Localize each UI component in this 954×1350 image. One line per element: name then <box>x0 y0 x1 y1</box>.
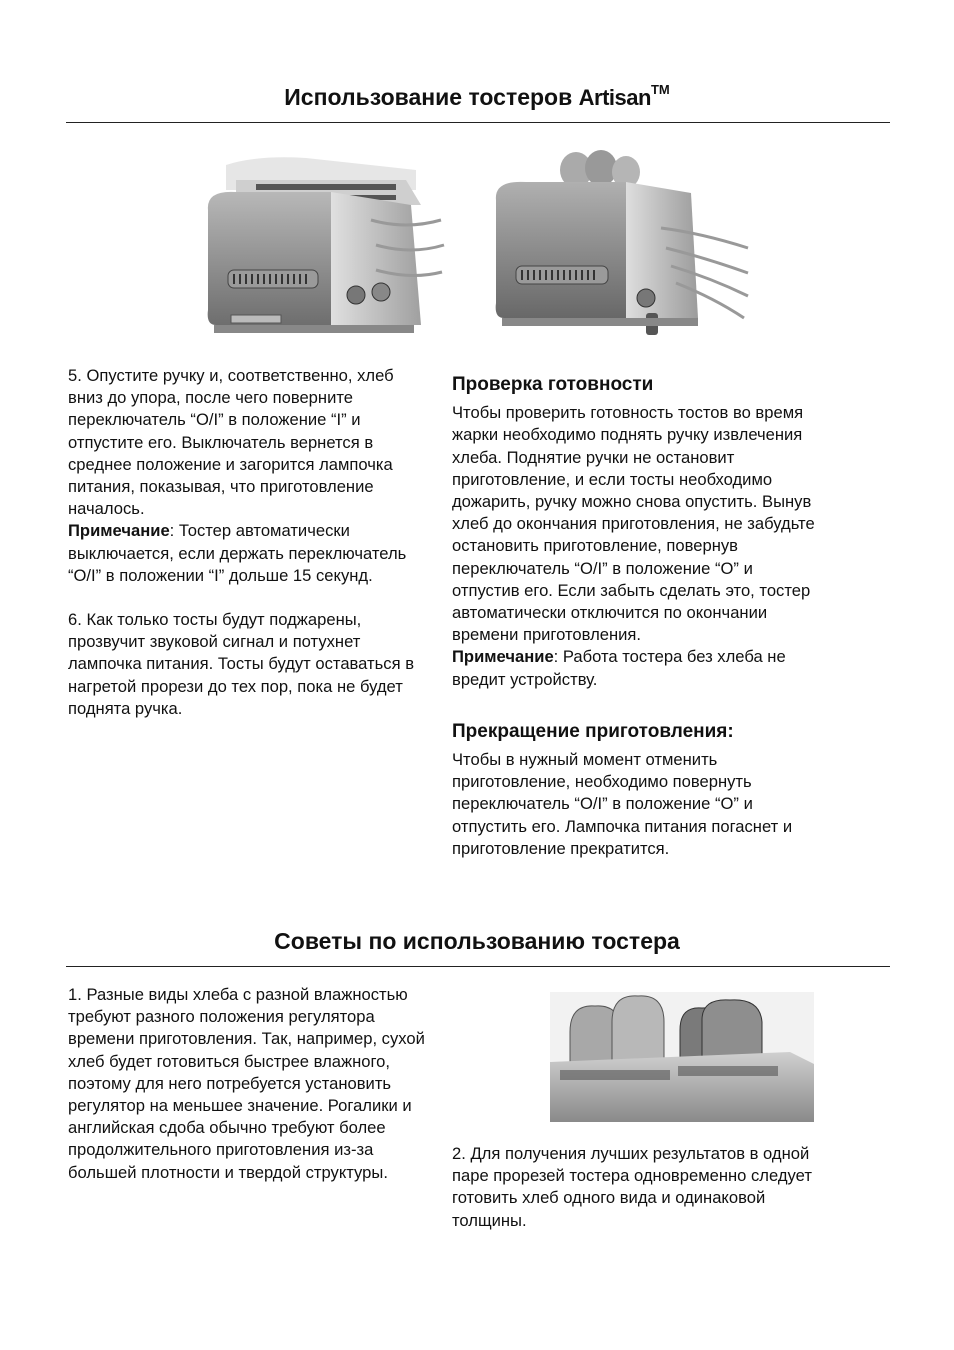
note-label-right: Примечание <box>452 647 554 667</box>
title-text: Использование тостеров <box>284 84 579 110</box>
note-text-right: : Работа тостера без хлеба не вредит устройству. <box>452 647 786 689</box>
section-title-tips: Советы по использованию тостера <box>274 928 680 954</box>
toaster-illustration-right <box>486 148 756 358</box>
trademark-mark: TM <box>650 82 670 98</box>
stop-heading: Прекращение приготовления: <box>452 720 734 742</box>
tip-2-text: 2. Для получения лучших результатов в одной паре прорезей тостера одновременно следует готовить хлеб одного вида и одинаковой толщины. <box>452 1144 812 1230</box>
section-title-usage <box>0 84 954 111</box>
tip-1 <box>68 984 440 1184</box>
note-paragraph-right <box>452 646 824 690</box>
right-column <box>452 374 824 860</box>
brand-name: Artisan <box>578 85 651 110</box>
divider <box>66 122 890 123</box>
toast-slices-photo <box>550 992 814 1122</box>
tip-1-text: 1. Разные виды хлеба с разной влажностью требуют разного положения регулятора времени приготовления. Так, например, сухой хлеб будет готовиться быстрее влажного, поэтому для него потребуется установить регулятор на меньшее значение. Рогалики и английская сдоба обычно требуют более продолжительного приготовления из-за большей плотности и твердой структуры. <box>68 985 425 1182</box>
toaster-illustration-left <box>196 150 446 360</box>
tip-2 <box>452 1143 824 1232</box>
note-label: Примечание <box>68 521 170 541</box>
check-heading: Проверка готовности <box>452 374 654 395</box>
divider-2 <box>66 966 890 967</box>
note-paragraph <box>68 520 433 587</box>
step-6-text: 6. Как только тосты будут поджарены, прозвучит звуковой сигнал и потухнет лампочка питания. Тосты будут оставаться в нагретой прорези до тех пор, пока не будет поднята ручка. <box>68 610 415 718</box>
step-5-text: 5. Опустите ручку и, соответственно, хлеб вниз до упора, после чего поверните переключатель “O/I” в положение “I” и отпустите его. Выключатель вернется в среднее положение и загорится лампочка питания, показывая, что приготовление началось. <box>68 366 394 519</box>
note-text: : Тостер автоматически выключается, если держать переключатель “O/I” в положении “I” дольше 15 секунд. <box>68 521 407 585</box>
check-text: Чтобы проверить готовность тостов во время жарки необходимо поднять ручку извлечения хлеба. Поднятие ручки не остановит приготовление, и если тосты необходимо дожарить, ручку можно снова опустить. Вынув хлеб до окончания приготовления, не забудьте остановить приготовление, повернув переключатель “O/I” в положение “O” и отпустив его. Если забыть сделать это, тостер автоматически отключится по окончании времени приготовления. <box>452 403 815 645</box>
stop-text: Чтобы в нужный момент отменить приготовление, необходимо повернуть переключатель “O/I” в положение “O” и отпустить его. Лампочка питания погаснет и приготовление прекратится. <box>452 750 793 858</box>
left-column <box>68 365 433 720</box>
